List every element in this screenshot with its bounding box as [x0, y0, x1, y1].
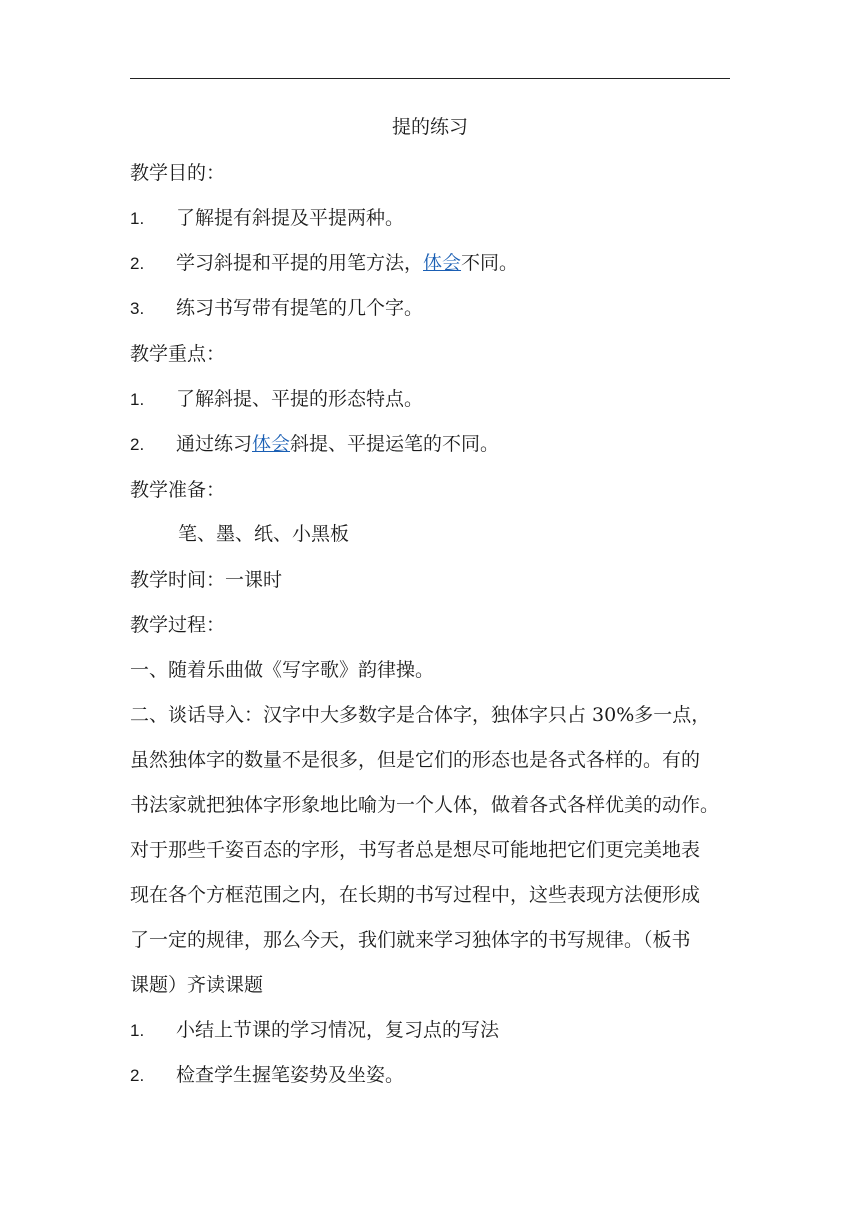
keypoint-text: 了解斜提、平提的形态特点。	[176, 388, 424, 410]
keypoints-heading: 教学重点：	[130, 343, 226, 365]
prep-heading: 教学准备：	[130, 479, 226, 501]
list-number: 3.	[130, 299, 145, 318]
paragraph-line: 课题）齐读课题	[130, 974, 264, 996]
prep-content: 笔、墨、纸、小黑板	[178, 523, 350, 545]
process-item	[130, 1016, 499, 1045]
list-number: 2.	[130, 254, 145, 273]
goal-item	[130, 249, 518, 278]
process-item-text: 检查学生握笔姿势及坐姿。	[176, 1064, 405, 1086]
process-step-1: 一、随着乐曲做《写字歌》韵律操。	[130, 659, 435, 681]
keypoint-item	[130, 385, 423, 414]
goals-heading: 教学目的：	[130, 162, 226, 184]
goal-text: 练习书写带有提笔的几个字。	[176, 297, 424, 319]
paragraph-line: 虽然独体字的数量不是很多，但是它们的形态也是各式各样的。有的	[130, 749, 701, 771]
hyperlink-tihui[interactable]: 体会	[423, 252, 462, 274]
goal-text-post: 不同。	[461, 252, 519, 274]
list-number: 2.	[130, 1066, 145, 1085]
list-number: 1.	[130, 390, 145, 409]
paragraph-line: 了一定的规律，那么今天，我们就来学习独体字的书写规律。（板书	[130, 929, 691, 951]
process-heading: 教学过程：	[130, 614, 226, 636]
goal-text: 了解提有斜提及平提两种。	[176, 207, 405, 229]
goal-item	[130, 294, 423, 323]
list-number: 1.	[130, 209, 145, 228]
list-number: 2.	[130, 435, 145, 454]
time-line: 教学时间：一课时	[130, 569, 283, 591]
keypoint-text-post: 斜提、平提运笔的不同。	[290, 433, 500, 455]
goal-item	[130, 204, 404, 233]
paragraph-line: 书法家就把独体字形象地比喻为一个人体，做着各式各样优美的动作。	[130, 794, 720, 816]
paragraph-line: 二、谈话导入：汉字中大多数字是合体字，独体字只占 30%多一点，	[130, 704, 711, 726]
process-item	[130, 1061, 404, 1090]
goal-text-pre: 学习斜提和平提的用笔方法，	[176, 252, 424, 274]
hyperlink-tihui[interactable]: 体会	[252, 433, 291, 455]
list-number: 1.	[130, 1021, 145, 1040]
paragraph-line: 对于那些千姿百态的字形，书写者总是想尽可能地把它们更完美地表	[130, 839, 701, 861]
process-item-text: 小结上节课的学习情况，复习点的写法	[176, 1019, 500, 1041]
paragraph-line: 现在各个方框范围之内，在长期的书写过程中，这些表现方法便形成	[130, 884, 701, 906]
keypoint-item	[130, 430, 499, 459]
header-rule	[130, 78, 730, 79]
keypoint-text-pre: 通过练习	[176, 433, 253, 455]
document-title: 提的练习	[391, 116, 468, 138]
